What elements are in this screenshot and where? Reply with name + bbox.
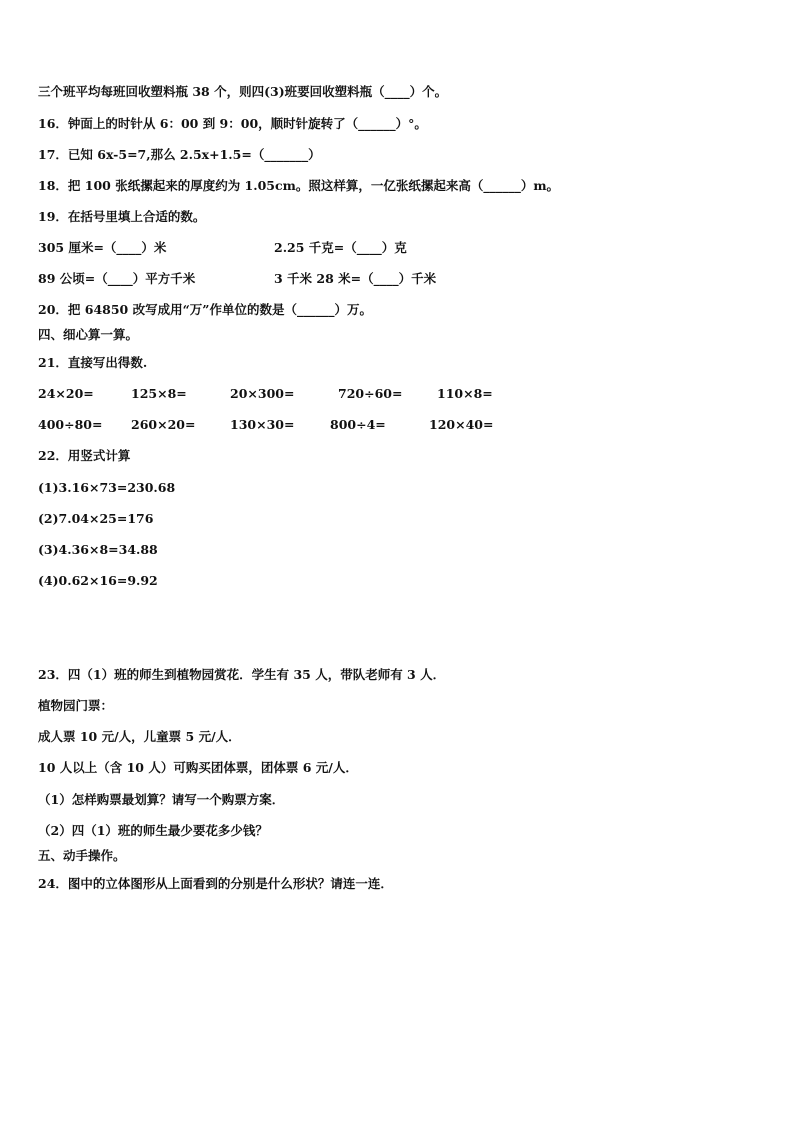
- question-22: 22．用竖式计算: [38, 448, 131, 463]
- calc-item: 720÷60=: [338, 386, 403, 401]
- calc-item: 24×20=: [38, 386, 94, 401]
- question-23-ticket-heading: 植物园门票：: [38, 698, 114, 713]
- question-21: 21．直接写出得数.: [38, 355, 148, 370]
- calc-item: 800÷4=: [330, 417, 386, 432]
- question-18: 18．把 100 张纸摞起来的厚度约为 1.05cm。照这样算，一亿张纸摞起来高（______）m。: [38, 178, 560, 193]
- question-19-item-a: 305 厘米=（____）米: [38, 240, 167, 255]
- calc-item: 20×300=: [230, 386, 295, 401]
- question-19-item-c: 89 公顷=（____）平方千米: [38, 271, 196, 286]
- question-15-continuation: 三个班平均每班回收塑料瓶 38 个，则四(3)班要回收塑料瓶（____）个。: [38, 84, 448, 99]
- question-19-item-d: 3 千米 28 米=（____）千米: [274, 271, 437, 286]
- question-24: 24．图中的立体图形从上面看到的分别是什么形状？请连一连．: [38, 876, 393, 891]
- calc-item: 110×8=: [437, 386, 493, 401]
- calc-item: 125×8=: [131, 386, 187, 401]
- question-23-ticket-prices: 成人票 10 元/人，儿童票 5 元/人．: [38, 729, 241, 744]
- question-19-item-b: 2.25 千克=（____）克: [274, 240, 407, 255]
- question-22-item-4: (4)0.62×16=9.92: [38, 573, 158, 588]
- question-23-part-2: （2）四（1）班的师生最少要花多少钱？: [38, 823, 268, 838]
- question-22-item-3: (3)4.36×8=34.88: [38, 542, 158, 557]
- calc-item: 260×20=: [131, 417, 196, 432]
- question-23: 23．四（1）班的师生到植物园赏花．学生有 35 人，带队老师有 3 人．: [38, 667, 446, 682]
- question-19: 19．在括号里填上合适的数。: [38, 209, 206, 224]
- question-17: 17．已知 6x-5=7,那么 2.5x+1.5=（_______）: [38, 147, 321, 162]
- calc-item: 130×30=: [230, 417, 295, 432]
- question-23-part-1: （1）怎样购票最划算？请写一个购票方案．: [38, 792, 285, 807]
- section-four-heading: 四、细心算一算。: [38, 327, 139, 342]
- question-23-group-ticket: 10 人以上（含 10 人）可购买团体票，团体票 6 元/人．: [38, 760, 358, 775]
- question-22-item-1: (1)3.16×73=230.68: [38, 480, 176, 495]
- question-22-item-2: (2)7.04×25=176: [38, 511, 154, 526]
- section-five-heading: 五、动手操作。: [38, 848, 126, 863]
- calc-item: 400÷80=: [38, 417, 103, 432]
- calc-item: 120×40=: [429, 417, 494, 432]
- question-20: 20．把 64850 改写成用“万”作单位的数是（______）万。: [38, 302, 372, 317]
- question-16: 16．钟面上的时针从 6：00 到 9：00，顺时针旋转了（______）°。: [38, 116, 427, 131]
